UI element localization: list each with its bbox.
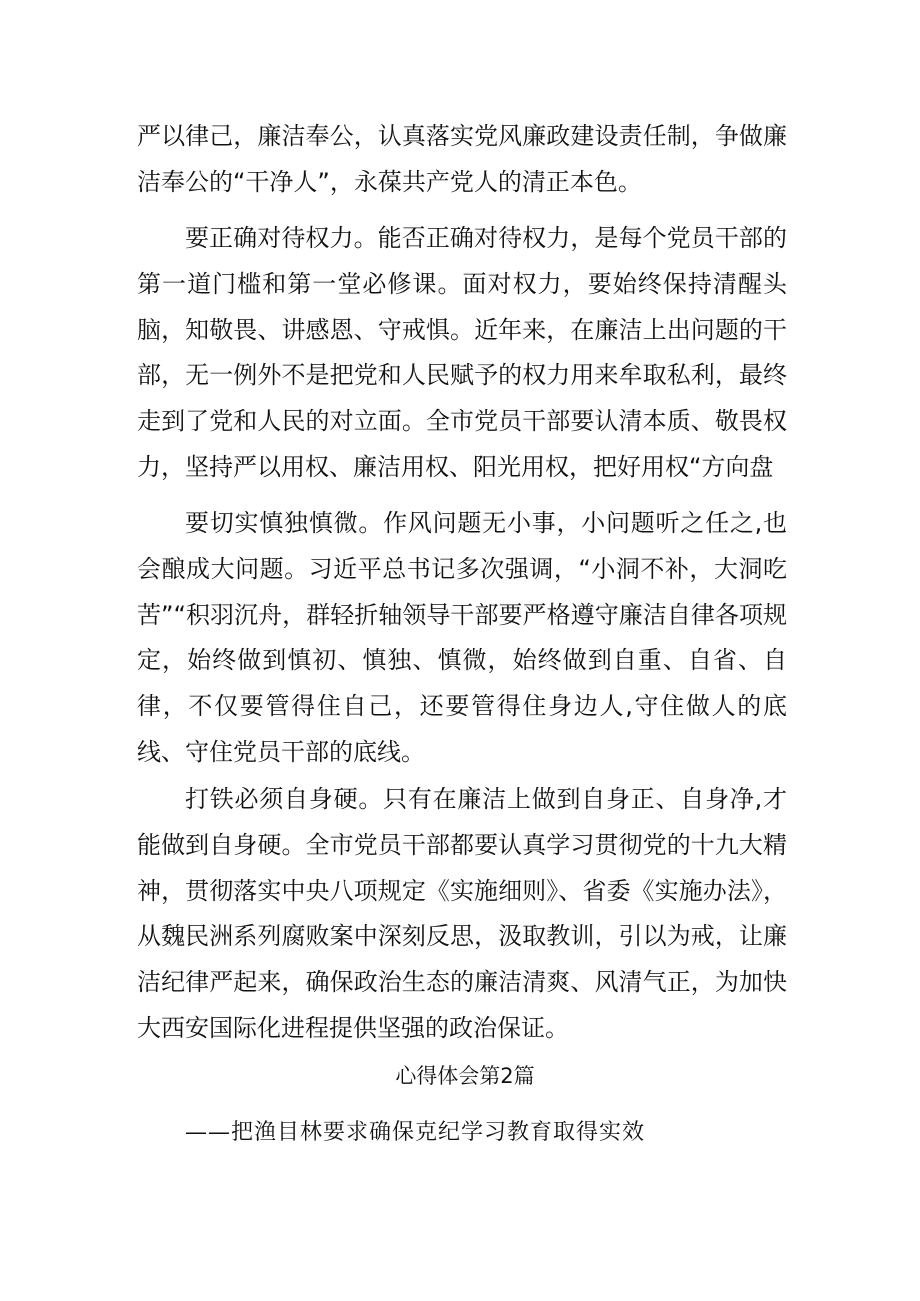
paragraph-2: 要正确对待权力。能否正确对待权力，是每个党员干部的第一道门槛和第一堂必修课。面对权力，要始终保持清醒头脑，知敬畏、讲感恩、守戒惧。近年来，在廉洁上出问题的干部，无一例外不是把党和人民赋予的权力用来牟取私利，最终走到了党和人民的对立面。全市党员干部要认清本质、敬畏权力，坚持严以用权、廉洁用权、阳光用权，把好用权“方向盘 [137, 224, 787, 481]
paragraph-4: 打铁必须自身硬。只有在廉洁上做到自身正、自身净,才能做到自身硬。全市党员干部都要认真学习贯彻党的十九大精神，贯彻落实中央八项规定《实施细则》、省委《实施办法》，从魏民洲系列腐败案中深刻反思，汲取教训，引以为戒，让廉洁纪律严起来，确保政治生态的廉洁清爽、风清气正，为加快大西安国际化进程提供坚强的政治保证。 [137, 785, 787, 1042]
section-subtitle: ——把渔目林要求确保克纪学习教育取得实效 [185, 1120, 646, 1145]
section-heading: 心得体会第2篇 [395, 1064, 535, 1088]
paragraph-3: 要切实慎独慎微。作风问题无小事，小问题听之任之,也会酿成大问题。习近平总书记多次强调，“小洞不补，大洞吃苦”“积羽沉舟，群轻折轴领导干部要严格遵守廉洁自律各项规定，始终做到慎初、慎独、慎微，始终做到自重、自省、自律，不仅要管得住自己，还要管得住身边人,守住做人的底线、守住党员干部的底线。 [137, 509, 787, 766]
paragraph-1: 严以律己，廉洁奉公，认真落实党风廉政建设责任制，争做廉洁奉公的“干净人”，永葆共产党人的清正本色。 [137, 122, 787, 196]
